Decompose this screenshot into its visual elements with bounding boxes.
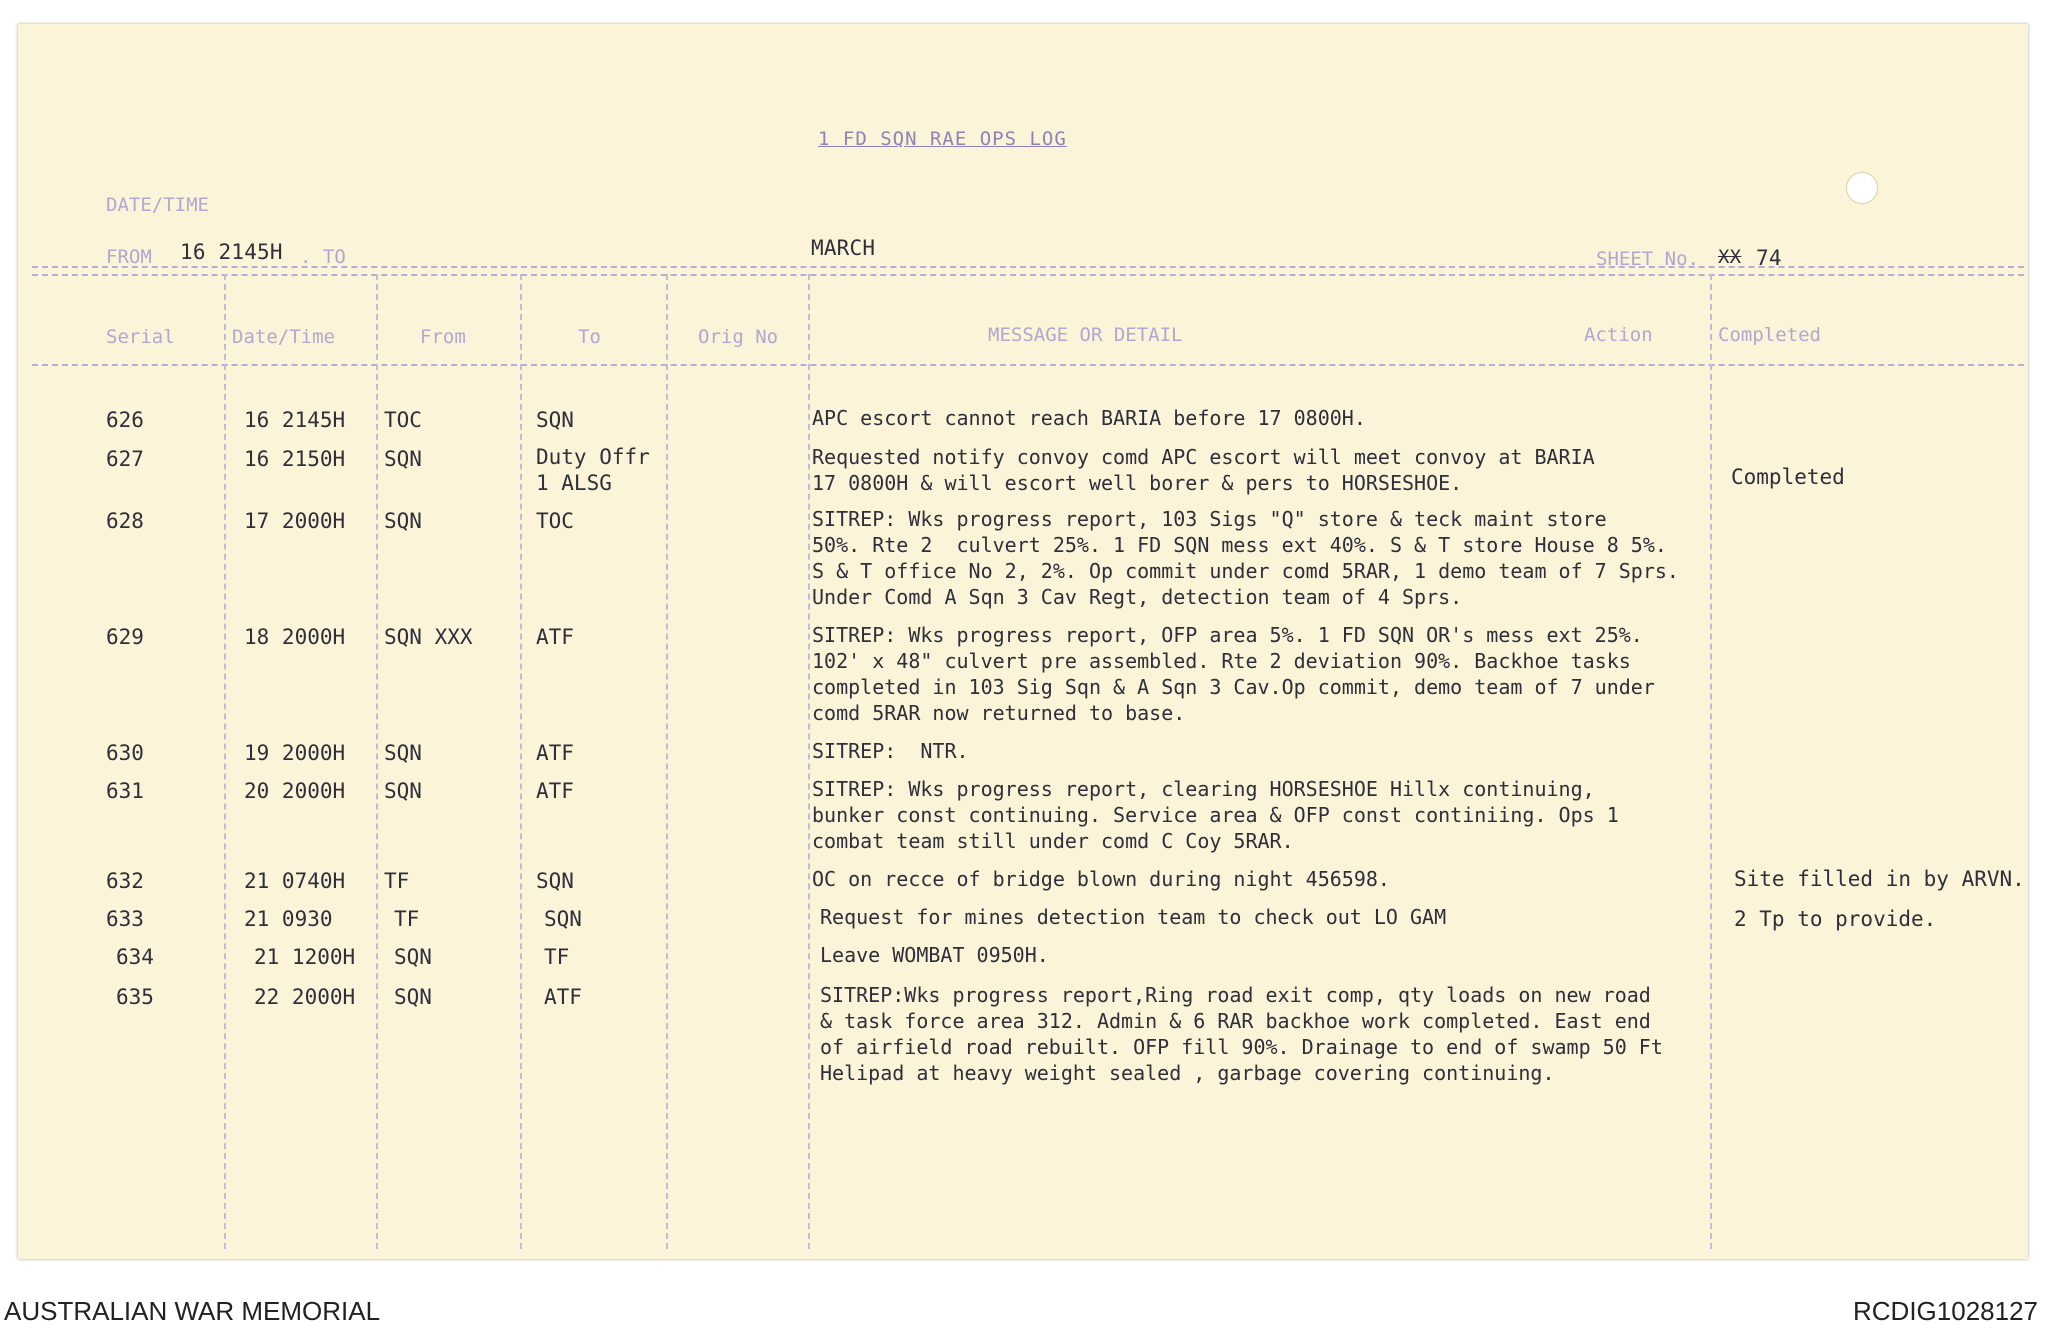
message-line: SITREP: NTR. bbox=[812, 739, 969, 763]
message-line: combat team still under comd C Coy 5RAR. bbox=[812, 829, 1294, 853]
row-from: SQN bbox=[394, 985, 432, 1009]
log-title: 1 FD SQN RAE OPS LOG bbox=[818, 128, 1067, 150]
footer-record-id: RCDIG1028127 bbox=[1853, 1296, 2038, 1326]
row-serial: 630 bbox=[106, 741, 144, 765]
header-rule-bottom bbox=[32, 274, 2024, 276]
row-serial: 632 bbox=[106, 869, 144, 893]
message-line: 102' x 48" culvert pre assembled. Rte 2 deviation 90%. Backhoe tasks bbox=[812, 649, 1631, 673]
message-line: S & T office No 2, 2%. Op commit under comd 5RAR, 1 demo team of 7 Sprs. bbox=[812, 559, 1679, 583]
message-line: Under Comd A Sqn 3 Cav Regt, detection team of 4 Sprs. bbox=[812, 585, 1463, 609]
row-message bbox=[812, 506, 1712, 610]
row-serial: 631 bbox=[106, 779, 144, 803]
row-message bbox=[812, 405, 1712, 431]
row-serial: 626 bbox=[106, 408, 144, 432]
row-from: SQN bbox=[384, 447, 422, 471]
message-line: OC on recce of bridge blown during night 456598. bbox=[812, 867, 1390, 891]
row-datetime: 19 2000H bbox=[244, 741, 346, 765]
col-header-datetime: Date/Time bbox=[232, 326, 335, 348]
row-from: SQN bbox=[384, 509, 422, 533]
row-serial: 627 bbox=[106, 447, 144, 471]
row-datetime: 21 0740H bbox=[244, 869, 346, 893]
message-line: SITREP:Wks progress report,Ring road exit comp, qty loads on new road bbox=[820, 983, 1651, 1007]
col-header-serial: Serial bbox=[106, 326, 175, 348]
message-line: 50%. Rte 2 culvert 25%. 1 FD SQN mess ext 40%. S & T store House 8 5%. bbox=[812, 533, 1667, 557]
row-message bbox=[812, 622, 1712, 726]
row-datetime: 17 2000H bbox=[244, 509, 346, 533]
message-line: Requested notify convoy comd APC escort will meet convoy at BARIA bbox=[812, 445, 1595, 469]
row-datetime: 21 0930 bbox=[244, 907, 333, 931]
message-line: completed in 103 Sig Sqn & A Sqn 3 Cav.Op commit, demo team of 7 under bbox=[812, 675, 1655, 699]
row-datetime: 16 2145H bbox=[244, 408, 346, 432]
row-from: SQN bbox=[384, 741, 422, 765]
sheet-number: 74 bbox=[1756, 246, 1782, 270]
row-message bbox=[812, 444, 1712, 496]
message-line: of airfield road rebuilt. OFP fill 90%. Drainage to end of swamp 50 Ft bbox=[820, 1035, 1663, 1059]
row-to: TF bbox=[544, 945, 570, 969]
row-serial: 634 bbox=[116, 945, 154, 969]
row-message bbox=[812, 866, 1712, 892]
column-divider bbox=[666, 274, 668, 1249]
message-line: SITREP: Wks progress report, OFP area 5%. 1 FD SQN OR's mess ext 25%. bbox=[812, 623, 1643, 647]
row-completed: 2 Tp to provide. bbox=[1734, 907, 1937, 931]
from-label: FROM bbox=[106, 246, 152, 268]
col-header-message: MESSAGE OR DETAIL bbox=[988, 324, 1183, 346]
row-to: TOC bbox=[536, 509, 574, 533]
row-datetime: 16 2150H bbox=[244, 447, 346, 471]
row-datetime: 20 2000H bbox=[244, 779, 346, 803]
sheet-strike: XX bbox=[1718, 246, 1742, 268]
row-to: ATF bbox=[544, 985, 582, 1009]
from-value: 16 2145H bbox=[180, 240, 283, 264]
row-message bbox=[820, 904, 1720, 930]
message-line: 17 0800H & will escort well borer & pers to HORSESHOE. bbox=[812, 471, 1463, 495]
row-serial: 629 bbox=[106, 625, 144, 649]
row-serial: 635 bbox=[116, 985, 154, 1009]
message-line: Helipad at heavy weight sealed , garbage covering continuing. bbox=[820, 1061, 1555, 1085]
col-header-action: Action bbox=[1584, 324, 1653, 346]
column-divider bbox=[376, 274, 378, 1249]
message-line: & task force area 312. Admin & 6 RAR backhoe work completed. East end bbox=[820, 1009, 1651, 1033]
row-to: SQN bbox=[536, 869, 574, 893]
punch-hole bbox=[1846, 172, 1878, 204]
row-to: ATF bbox=[536, 779, 574, 803]
message-line: bunker const continuing. Service area & OFP const continiing. Ops 1 bbox=[812, 803, 1619, 827]
message-line: Leave WOMBAT 0950H. bbox=[820, 943, 1049, 967]
row-datetime: 22 2000H bbox=[254, 985, 356, 1009]
sheet-label: SHEET No. bbox=[1596, 248, 1699, 270]
row-completed: Completed bbox=[1731, 465, 1845, 489]
footer-archive-name: AUSTRALIAN WAR MEMORIAL bbox=[4, 1296, 381, 1326]
row-to: ATF bbox=[536, 741, 574, 765]
message-line: SITREP: Wks progress report, 103 Sigs "Q" store & teck maint store bbox=[812, 507, 1607, 531]
column-header-rule bbox=[32, 364, 2024, 366]
row-datetime: 18 2000H bbox=[244, 625, 346, 649]
row-to: Duty Offr bbox=[536, 445, 650, 469]
row-from: TOC bbox=[384, 408, 422, 432]
row-to-line2: 1 ALSG bbox=[536, 471, 612, 495]
message-line: comd 5RAR now returned to base. bbox=[812, 701, 1186, 725]
row-to: SQN bbox=[544, 907, 582, 931]
col-header-orig-no: Orig No bbox=[698, 326, 779, 348]
row-message bbox=[820, 982, 1720, 1086]
row-from: SQN bbox=[384, 779, 422, 803]
row-message bbox=[812, 738, 1712, 764]
column-divider bbox=[520, 274, 522, 1249]
row-serial: 628 bbox=[106, 509, 144, 533]
document-sheet bbox=[18, 24, 2028, 1259]
row-to: ATF bbox=[536, 625, 574, 649]
column-divider bbox=[224, 274, 226, 1249]
month: MARCH bbox=[811, 236, 876, 260]
row-message bbox=[812, 776, 1712, 854]
message-line: SITREP: Wks progress report, clearing HORSESHOE Hillx continuing, bbox=[812, 777, 1595, 801]
row-from: TF bbox=[394, 907, 420, 931]
row-serial: 633 bbox=[106, 907, 144, 931]
row-message bbox=[820, 942, 1720, 968]
header-rule-top bbox=[32, 266, 2024, 268]
row-datetime: 21 1200H bbox=[254, 945, 356, 969]
row-completed: Site filled in by ARVN. bbox=[1734, 867, 2025, 891]
row-to: SQN bbox=[536, 408, 574, 432]
row-from: SQN bbox=[394, 945, 432, 969]
to-label: . TO bbox=[300, 246, 346, 268]
col-header-completed: Completed bbox=[1718, 324, 1821, 346]
date-time-label: DATE/TIME bbox=[106, 194, 209, 216]
column-divider bbox=[808, 274, 810, 1249]
row-from: SQN XXX bbox=[384, 625, 473, 649]
message-line: Request for mines detection team to check out LO GAM bbox=[820, 905, 1447, 929]
row-from: TF bbox=[384, 869, 410, 893]
col-header-from: From bbox=[420, 326, 466, 348]
message-line: APC escort cannot reach BARIA before 17 0800H. bbox=[812, 406, 1366, 430]
col-header-to: To bbox=[578, 326, 601, 348]
